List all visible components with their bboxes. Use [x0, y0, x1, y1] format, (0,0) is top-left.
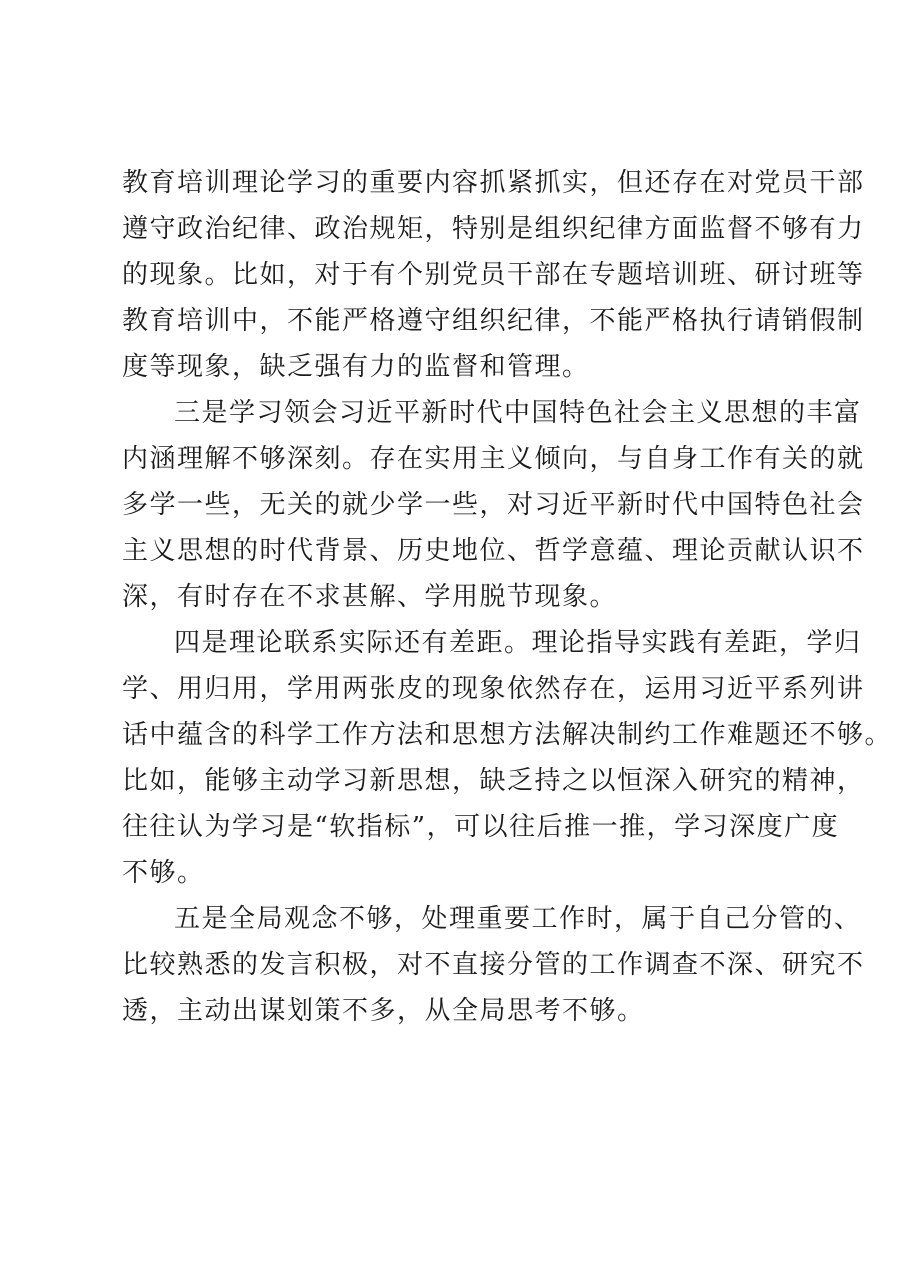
text-line: 深，有时存在不求甚解、学用脱节现象。 — [122, 582, 618, 612]
text-line: 三是学习领会习近平新时代中国特色社会主义思想的丰富 — [174, 398, 862, 428]
document-body — [122, 160, 893, 1034]
text-line: 内涵理解不够深刻。存在实用主义倾向，与自身工作有关的就 — [122, 444, 865, 474]
text-line: 比较熟悉的发言积极，对不直接分管的工作调查不深、研究不 — [122, 950, 865, 980]
text-line: 不够。 — [122, 858, 205, 888]
paragraph-4 — [122, 896, 865, 1034]
text-line: 多学一些，无关的就少学一些，对习近平新时代中国特色社会 — [122, 490, 865, 520]
text-line: 度等现象，缺乏强有力的监督和管理。 — [122, 352, 590, 382]
text-line: 的现象。比如，对于有个别党员干部在专题培训班、研讨班等 — [122, 260, 865, 290]
text-line: 主义思想的时代背景、历史地位、哲学意蕴、理论贡献认识不 — [122, 536, 865, 566]
paragraph-3 — [122, 620, 893, 896]
text-line: 往往认为学习是“软指标”，可以往后推一推，学习深度广度 — [122, 812, 840, 842]
text-line: 遵守政治纪律、政治规矩，特别是组织纪律方面监督不够有力 — [122, 214, 865, 244]
paragraph-2 — [122, 390, 865, 620]
paragraph-1 — [122, 160, 865, 390]
text-line: 学、用归用，学用两张皮的现象依然存在，运用习近平系列讲 — [122, 674, 865, 704]
text-line: 五是全局观念不够，处理重要工作时，属于自己分管的、 — [174, 904, 862, 934]
text-line: 话中蕴含的科学工作方法和思想方法解决制约工作难题还不够。 — [122, 720, 893, 750]
text-line: 教育培训中，不能严格遵守组织纪律，不能严格执行请销假制 — [122, 306, 865, 336]
text-line: 透，主动出谋划策不多，从全局思考不够。 — [122, 996, 645, 1026]
text-line: 比如，能够主动学习新思想，缺乏持之以恒深入研究的精神， — [122, 766, 865, 796]
text-line: 四是理论联系实际还有差距。理论指导实践有差距，学归 — [174, 628, 862, 658]
text-line: 教育培训理论学习的重要内容抓紧抓实，但还存在对党员干部 — [122, 168, 865, 198]
